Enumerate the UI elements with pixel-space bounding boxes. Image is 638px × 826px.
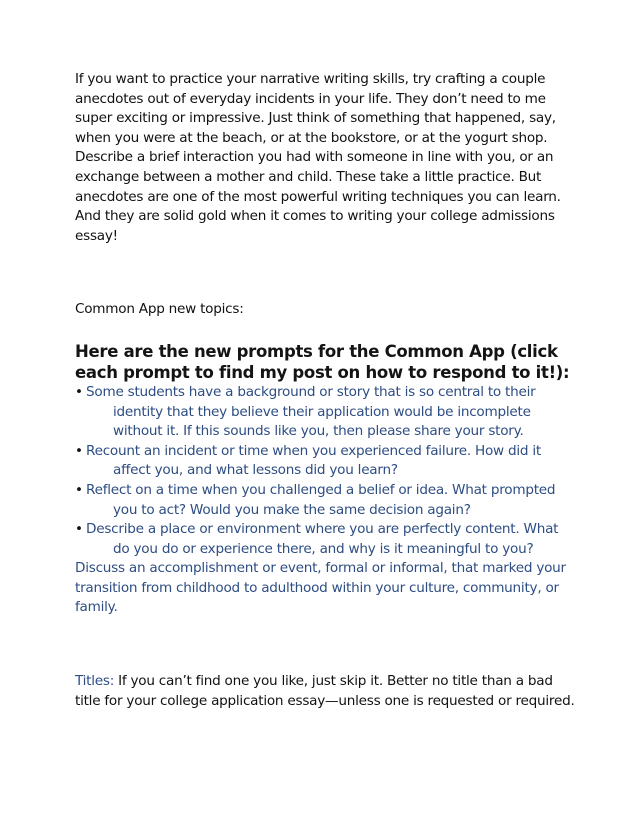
prompt-link[interactable]: Recount an incident or time when you experienced failure. How did it affect you, and what lessons did you learn? — [86, 442, 541, 479]
prompt-item[interactable] — [75, 520, 575, 559]
bullet-icon: • — [75, 442, 83, 459]
prompt-item[interactable] — [75, 481, 575, 520]
prompt-item[interactable] — [75, 383, 575, 442]
titles-text: If you can’t find one you like, just skip it. Better no title than a bad title for your college application essay—unless one is requested or required. — [75, 673, 575, 709]
final-prompt-link[interactable]: Discuss an accomplishment or event, formal or informal, that marked your transition from childhood to adulthood within your culture, community, or family. — [75, 560, 566, 616]
titles-label: Titles: — [75, 673, 115, 690]
intro-paragraph: If you want to practice your narrative writing skills, try crafting a couple anecdotes out of everyday incidents in your life. They don’t need to me super exciting or impressive. Just think of something that happened, say, when you were at the beach, or at the bookstore, or at the yogurt shop. Describe a brief interaction you had with someone in line with you, or an exchange between a mother and child. These take a little practice. But anecdotes are one of the most powerful writing techniques you can learn. And they are solid gold when it comes to writing your college admissions essay! — [75, 71, 561, 244]
prompt-list — [75, 383, 575, 559]
prompt-item[interactable] — [75, 442, 575, 481]
document-page — [75, 70, 575, 711]
bullet-icon: • — [75, 521, 83, 538]
section-label: Common App new topics: — [75, 301, 244, 318]
bullet-icon: • — [75, 481, 83, 498]
prompts-heading: Here are the new prompts for the Common App (click each prompt to find my post on how to respond to it!): — [75, 341, 570, 382]
prompt-link[interactable]: Reflect on a time when you challenged a belief or idea. What prompted you to act? Would you make the same decision again? — [86, 481, 556, 518]
prompt-link[interactable]: Some students have a background or story that is so central to their identity that they believe their application would be incomplete without it. If this sounds like you, then please share your story. — [86, 383, 536, 440]
titles-paragraph — [75, 672, 575, 711]
prompt-link[interactable]: Describe a place or environment where you are perfectly content. What do you do or experience there, and why is it meaningful to you? — [86, 521, 559, 557]
bullet-icon: • — [75, 383, 83, 400]
